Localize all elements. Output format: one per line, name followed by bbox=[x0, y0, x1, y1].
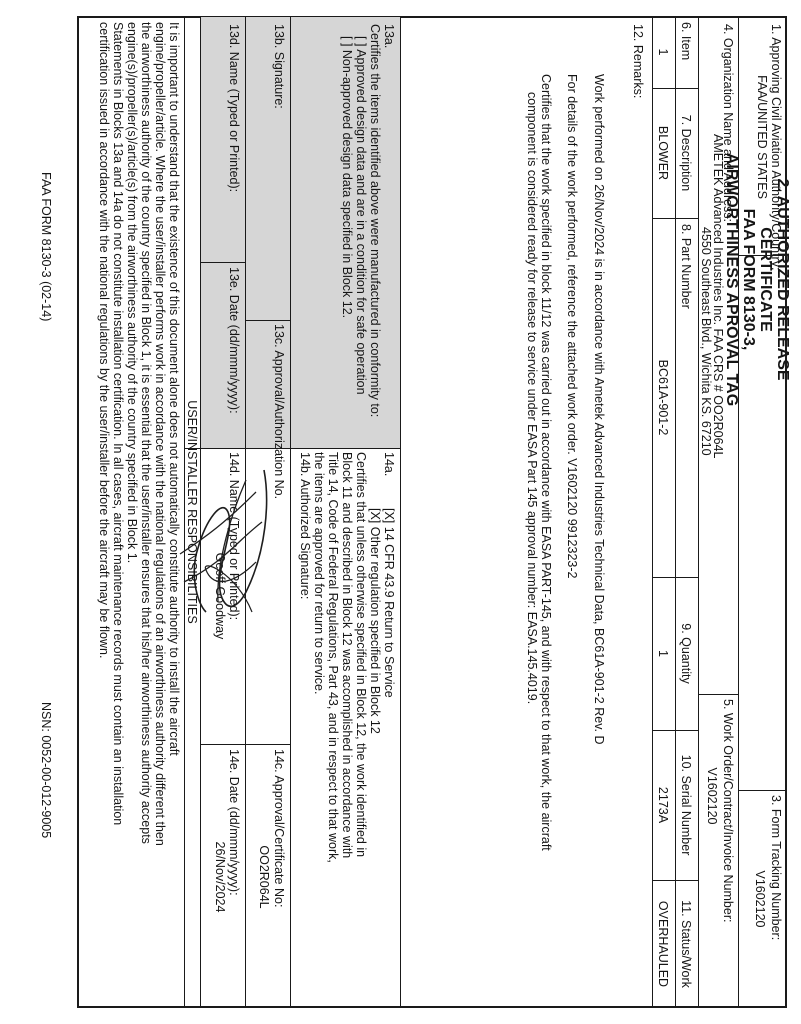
row-description: BLOWER bbox=[656, 125, 670, 181]
user-line-4: engine(s)/propeller(s)/article(s) from the airworthiness authority of the country specified in Block 1. bbox=[125, 22, 139, 564]
col-serial-header: 10. Serial Number bbox=[679, 754, 693, 856]
row-status: OVERHAULED bbox=[656, 900, 670, 988]
remarks-line2: For details of the work performed, reference the attached work order. V1602120 9912323-2 bbox=[565, 74, 579, 579]
block2-title-4: AIRWORTHINESS APROVAL TAG bbox=[723, 152, 740, 407]
user-line-2: engine/propeller/article. Where the user/installer performs work in accordance with the national regulations of an airworthiness authority different then bbox=[153, 22, 167, 846]
block14a-para-4: the items are approved for return to service. bbox=[312, 452, 326, 695]
col-item-header: 6. Item bbox=[679, 22, 693, 61]
block4-label: 4. Organization Name and Address: bbox=[721, 24, 735, 223]
block14a-para-1: Certifies that unless otherwise specified in Block 12, the work identified in bbox=[354, 452, 368, 858]
footer-nsn: NSN: 0052-00-012-9005 bbox=[39, 702, 53, 839]
block14e-label: 14e. Date (dd/mmm/yyyy): bbox=[227, 749, 241, 896]
block3-label: 3. Form Tracking Number: bbox=[769, 795, 783, 941]
block14a-option-cfr: [X] 14 CFR 43.9 Return to Service bbox=[382, 508, 396, 698]
block4-line1: AMETEK Advanced Industries Inc. FAA CRS # OO2R064L bbox=[711, 134, 725, 459]
block14a-option-other: [X] Other regulation specified in Block 12 bbox=[368, 508, 382, 734]
block1-label: 1. Approving Civil Aviation Authority/Country: bbox=[769, 24, 783, 271]
user-line-6: certification issued in accordance with the national regulations by the user/installer before the aircraft may be flown. bbox=[97, 22, 111, 659]
col-part-number-header: 8. Part Number bbox=[679, 224, 693, 309]
block13d-label: 13d. Name (Typed or Printed): bbox=[227, 24, 241, 193]
user-line-3: the airworthiness authority of the country specified in Block 1, it is essential that the user/installer ensures that his/her airworthiness authority accepts bbox=[139, 22, 153, 844]
col-quantity-header: 9. Quantity bbox=[679, 623, 693, 684]
block14c-label: 14c. Approval/Certificate No: bbox=[272, 749, 286, 908]
block14c-value: OO2R064L bbox=[257, 845, 271, 909]
block2-title-1: 2. AUTHORIZED RELEASE bbox=[774, 178, 791, 381]
block14b-label: 14b. Authorized Signature: bbox=[298, 452, 312, 600]
col-status-header: 11. Status/Work bbox=[679, 900, 693, 988]
block14d-value: Geoff Goodway bbox=[213, 552, 227, 640]
remarks-line4: component is considered ready for release to service under EASA Part 145 approval number: EASA.145.4019. bbox=[525, 92, 539, 705]
block3-value: V1602120 bbox=[753, 870, 767, 928]
block13a-label: 13a. bbox=[382, 24, 396, 49]
row-quantity: 1 bbox=[656, 650, 670, 657]
remarks-line1: Work performed on 26/Nov/2024 is in accordance with Ametek Advanced Industries Technical Data, BC61A-901-2 Rev. D bbox=[592, 74, 606, 745]
col-description-header: 7. Description bbox=[679, 114, 693, 192]
block13c-label: 13c. Approval/Authorization No. bbox=[272, 324, 286, 500]
row-part-number: BC61A-901-2 bbox=[656, 359, 670, 436]
footer-form-number: FAA FORM 8130-3 (02-14) bbox=[39, 172, 53, 322]
block14a-para-2: Block 11 and described in Block 12 was accomplished in accordance with bbox=[340, 452, 354, 859]
block5-label: 5. Work Order/Contract/Invoice Number: bbox=[721, 699, 735, 923]
user-line-1: It is important to understand that the existence of this document alone does not automatically constitute authority to install the aircraft bbox=[167, 22, 181, 756]
block13b-label: 13b. Signature: bbox=[272, 24, 286, 109]
row-item: 1 bbox=[656, 48, 670, 56]
user-line-5: Statements in Blocks 13a and 14a do not constitute installation certification. In all cases, aircraft maintenance records must contain an installation bbox=[111, 22, 125, 826]
block13a-option-approved: [ ] Approved design data and are in a condition for safe operation bbox=[354, 36, 368, 395]
block14e-value: 26/Nov/2024 bbox=[213, 841, 227, 913]
block4-line2: 4550 Southeast Blvd., Wichita KS. 67210 bbox=[699, 227, 713, 456]
user-responsibilities-title: USER/INSTALLER RESPONSIBILITIES bbox=[185, 400, 199, 624]
form-8130-3-rotated bbox=[31, 12, 791, 1012]
block1-value: FAA/UNITED STATES bbox=[755, 75, 769, 199]
block5-value: V1602120 bbox=[705, 767, 719, 825]
block13e-label: 13e. Date (dd/mmm/yyyy): bbox=[227, 267, 241, 414]
remarks-line3: Certifies that the work specified in block 11/12 was carried out in accordance with EASA PART-145, and with respect to that work, the aircraft bbox=[539, 74, 553, 851]
block14d-label: 14d. Name (Typed or Printed): bbox=[227, 452, 241, 621]
row-serial: 2173A bbox=[656, 786, 670, 824]
block2-title-2: CERTIFICATE bbox=[757, 227, 774, 332]
block14a-label: 14a. bbox=[382, 452, 396, 477]
remarks-label: 12. Remarks: bbox=[631, 24, 645, 99]
block2-title-3: FAA FORM 8130-3, bbox=[740, 208, 757, 351]
block13a-option-nonapproved: [ ] Non-approved design data specified in Block 12. bbox=[340, 36, 354, 319]
block14a-para-3: Title 14, Code of Federal Regulations, Part 43, and in respect to that work, bbox=[326, 452, 340, 863]
block13a-line1: Certifies the items identified above were manufactured in conformity to: bbox=[368, 24, 382, 418]
